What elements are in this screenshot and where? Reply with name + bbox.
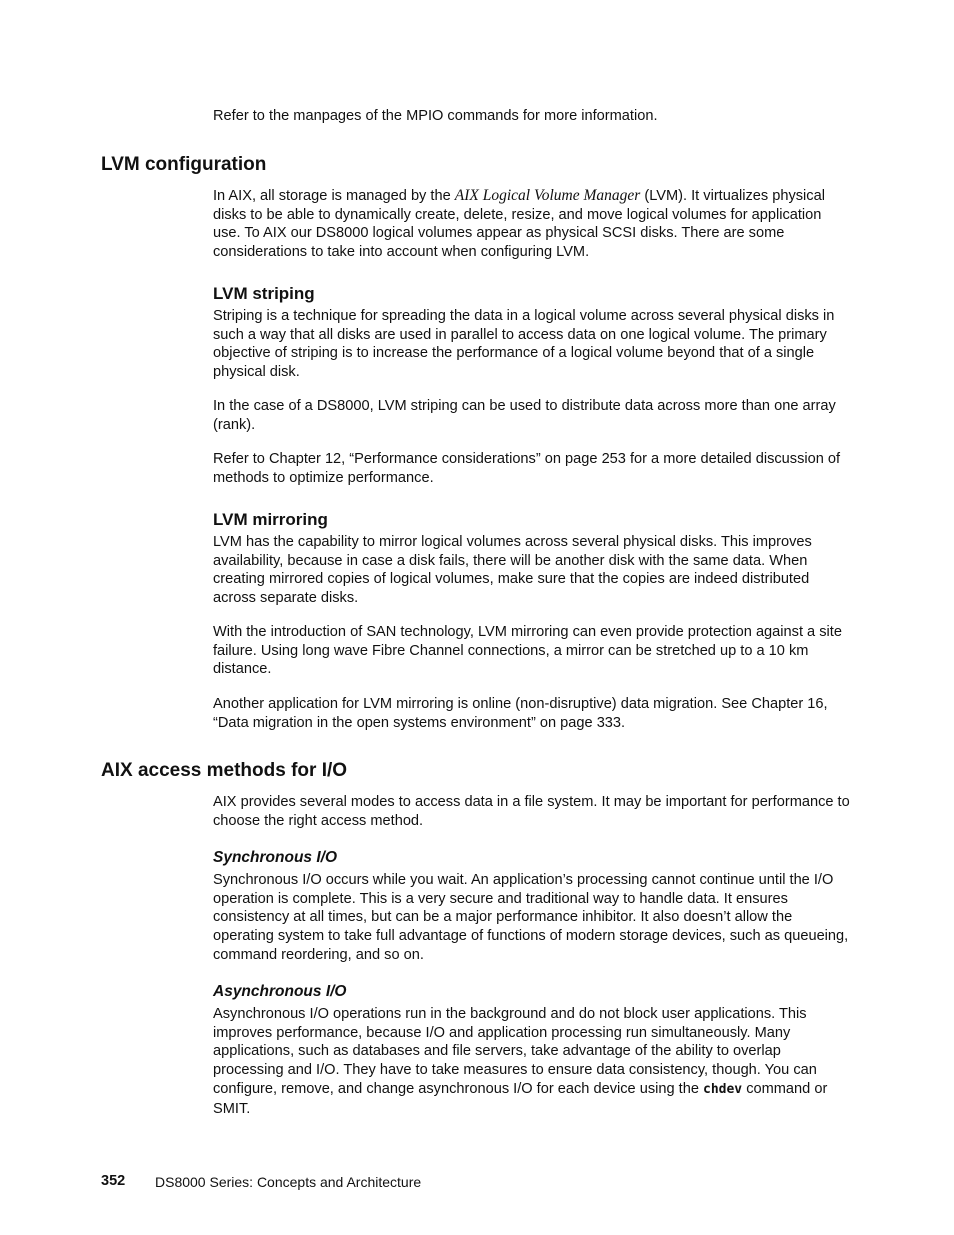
subsection-heading-lvm-striping: LVM striping bbox=[213, 284, 315, 303]
emphasis-term: AIX Logical Volume Manager bbox=[454, 187, 641, 204]
section-heading-lvm-configuration: LVM configuration bbox=[101, 154, 267, 175]
lvm-mirroring-paragraph-2: With the introduction of SAN technology, LVM mirroring can even provide protection against a site failure. Using long wave Fibre Channel connections, a mirror can be stretched up to a 10 km distance. bbox=[213, 624, 842, 678]
lvm-mirroring-paragraph-3: Another application for LVM mirroring is online (non-disruptive) data migration. See Chapter 16, “Data migration in the open systems environment” on page 333. bbox=[213, 696, 828, 731]
footer-page-number: 352 bbox=[101, 1173, 126, 1189]
text-run: command or SMIT. bbox=[213, 1080, 828, 1117]
text-run: In AIX, all storage is managed by the bbox=[213, 188, 455, 204]
command-name: chdev bbox=[703, 1081, 743, 1097]
asynchronous-io-paragraph bbox=[213, 1005, 853, 1118]
text-run: Asynchronous I/O operations run in the background and do not block user applications. This improves performance, because I/O and application processing run simultaneously. Many applications, such as databases and file servers, take advantage of the ability to overlap processing and I/O. They have to take measures to ensure data consistency, though. You can configure, remove, and change asynchronous I/O for each device using the bbox=[213, 1006, 817, 1097]
intro-paragraph: Refer to the manpages of the MPIO commands for more information. bbox=[213, 108, 658, 124]
text-run: (LVM). It virtualizes physical disks to be able to dynamically create, delete, resize, and move logical volumes for application use. To AIX our DS8000 logical volumes appear as physical SCSI disks. There are some considerations to take into account when configuring LVM. bbox=[213, 188, 825, 261]
subsection-heading-lvm-mirroring: LVM mirroring bbox=[213, 510, 328, 529]
section-heading-aix-access-methods: AIX access methods for I/O bbox=[101, 760, 348, 781]
aix-access-paragraph: AIX provides several modes to access data in a file system. It may be important for performance to choose the right access method. bbox=[213, 794, 850, 829]
lvm-mirroring-paragraph-1: LVM has the capability to mirror logical volumes across several physical disks. This improves availability, because in case a disk fails, there will be another disk with the same data. When creating mirrored copies of logical volumes, make sure that the copies are indeed distributed across separate disks. bbox=[213, 534, 812, 607]
subsection-heading-asynchronous-io: Asynchronous I/O bbox=[213, 983, 347, 1000]
lvm-striping-paragraph-3: Refer to Chapter 12, “Performance considerations” on page 253 for a more detailed discussion of methods to optimize performance. bbox=[213, 451, 841, 486]
footer-book-title: DS8000 Series: Concepts and Architecture bbox=[155, 1174, 422, 1190]
lvm-configuration-paragraph bbox=[213, 187, 853, 262]
synchronous-io-paragraph: Synchronous I/O occurs while you wait. An application’s processing cannot continue until the I/O operation is complete. This is a very secure and traditional way to handle data. It ensures consistency at all times, but can be a major performance inhibitor. It also doesn’t allow the operating system to take full advantage of functions of modern storage devices, such as queueing, command reordering, and so on. bbox=[213, 872, 849, 963]
subsection-heading-synchronous-io: Synchronous I/O bbox=[213, 849, 338, 866]
lvm-striping-paragraph-2: In the case of a DS8000, LVM striping can be used to distribute data across more than one array (rank). bbox=[213, 398, 836, 433]
lvm-striping-paragraph-1: Striping is a technique for spreading the data in a logical volume across several physical disks in such a way that all disks are used in parallel to access data on one logical volume. The primary objective of striping is to increase the performance of a logical volume beyond that of a single physical disk. bbox=[213, 308, 835, 381]
